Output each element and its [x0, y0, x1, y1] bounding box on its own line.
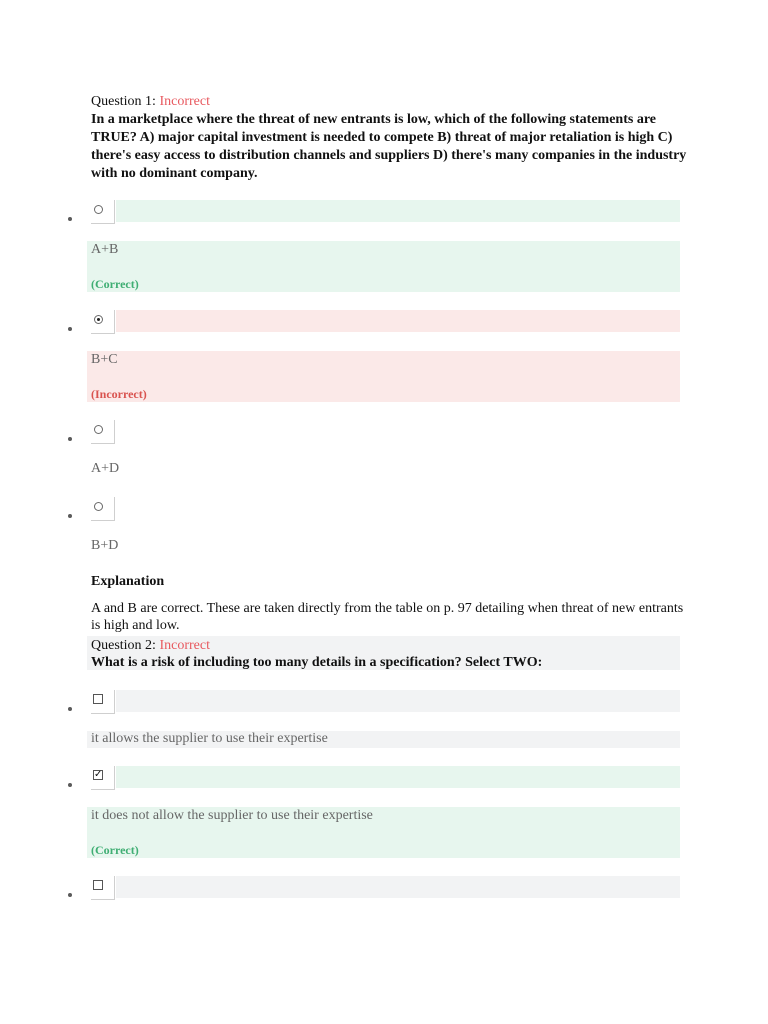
q2-option-3-checkbox-box[interactable] [91, 876, 115, 900]
option-2-label: B+C [91, 352, 118, 367]
explanation-title: Explanation [91, 574, 165, 589]
q2-option-2-panel [87, 807, 680, 858]
q2-option-2-bar [116, 766, 680, 788]
option-1-radio-box[interactable] [91, 200, 115, 224]
q2-option-2-feedback: (Correct) [91, 843, 139, 857]
q2-option-1-checkbox-box[interactable] [91, 690, 115, 714]
bullet [68, 327, 72, 331]
option-2-panel [87, 351, 680, 402]
option-1-feedback: (Correct) [91, 277, 139, 291]
radio-icon[interactable] [94, 205, 103, 214]
bullet [68, 783, 72, 787]
question-2-label: Question 2: [91, 638, 156, 653]
explanation-text: A and B are correct. These are taken directly from the table on p. 97 detailing when threat of new entrants is high and low. [91, 601, 684, 633]
question-2-text: What is a risk of including too many details in a specification? Select TWO: [91, 655, 543, 670]
option-2-bar [116, 310, 680, 332]
bullet [68, 437, 72, 441]
option-3-radio-box[interactable] [91, 420, 115, 444]
radio-icon[interactable] [94, 425, 103, 434]
question-1-status: Incorrect [159, 94, 210, 109]
radio-icon[interactable] [94, 502, 103, 511]
q2-option-2-checkbox-box[interactable] [91, 766, 115, 790]
question-1-text: In a marketplace where the threat of new entrants is low, which of the following statements are TRUE? A) major capital investment is needed to compete B) threat of major retaliation is high C) there's easy access to distribution channels and suppliers D) there's many companies in the industry with no dominant company. [91, 112, 687, 181]
checkbox-checked-icon[interactable]: ✓ [94, 769, 103, 780]
q2-option-3-bar [116, 876, 680, 898]
option-4-label: B+D [91, 538, 119, 553]
bullet [68, 217, 72, 221]
question-2-header [91, 637, 210, 655]
bullet [68, 893, 72, 897]
option-1-panel [87, 241, 680, 292]
q2-option-1-panel [87, 731, 680, 748]
bullet [68, 514, 72, 518]
option-1-label: A+B [91, 242, 119, 257]
option-1-bar [116, 200, 680, 222]
option-3-label: A+D [91, 461, 120, 476]
q2-option-1-label: it allows the supplier to use their expertise [91, 731, 328, 746]
option-2-feedback: (Incorrect) [91, 387, 147, 401]
option-4-radio-box[interactable] [91, 497, 115, 521]
question-1-header [91, 93, 210, 111]
q2-option-2-label: it does not allow the supplier to use their expertise [91, 808, 373, 823]
checkbox-icon[interactable] [93, 694, 103, 704]
bullet [68, 707, 72, 711]
q2-option-1-bar [116, 690, 680, 712]
radio-selected-icon[interactable] [94, 315, 103, 324]
question-1-label: Question 1: [91, 94, 156, 109]
option-2-radio-box[interactable] [91, 310, 115, 334]
question-2-status: Incorrect [159, 638, 210, 653]
checkbox-icon[interactable] [93, 880, 103, 890]
